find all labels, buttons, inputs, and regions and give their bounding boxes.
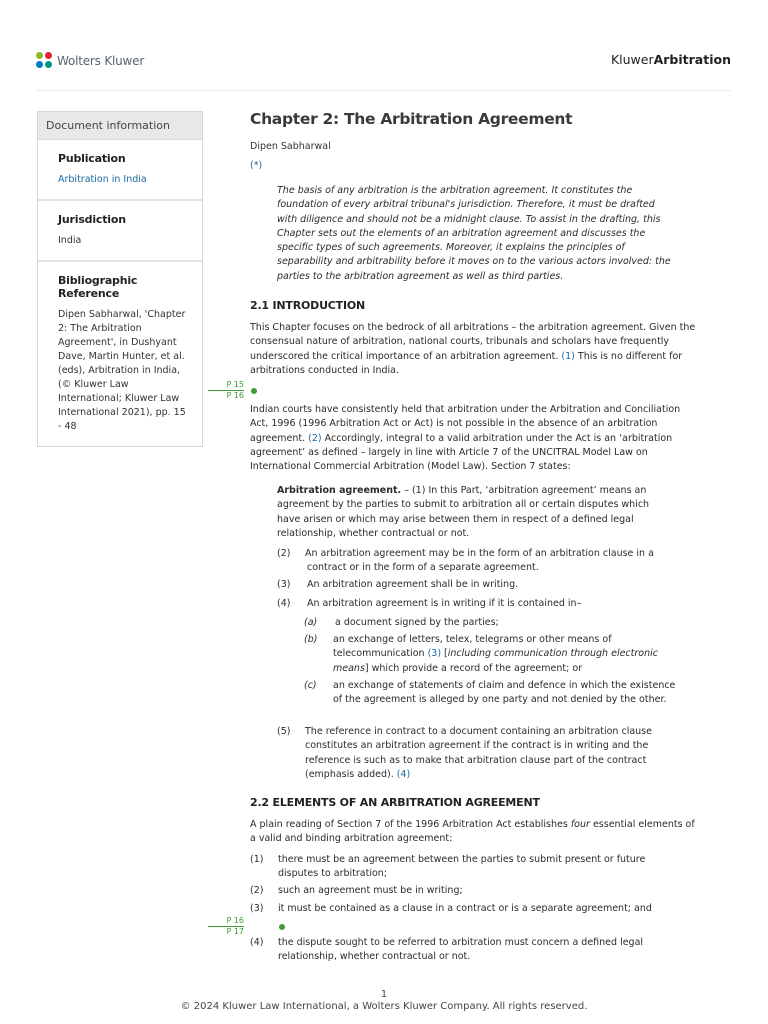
chapter-title: Chapter 2: The Arbitration Agreement [250, 110, 573, 128]
page-break-dot-icon [251, 388, 257, 394]
copyright-notice: © 2024 Kluwer Law International, a Wolters Kluwer Company. All rights reserved. [180, 1001, 588, 1012]
document-info-heading: Document information [38, 112, 202, 140]
elements-intro-text: A plain reading of Section 7 of the 1996 Arbitration Act establishes [250, 819, 568, 830]
subclause-letter: (a) [304, 617, 318, 628]
jurisdiction-value: India [58, 235, 82, 246]
page-marker-bottom: P 16 [226, 391, 244, 400]
subclause-c [304, 679, 676, 708]
element-item-1 [250, 853, 670, 882]
logo-text: Wolters Kluwer [57, 53, 145, 68]
element-number: (1) [250, 854, 264, 865]
element-item-4 [250, 936, 670, 965]
page-break-dot-icon [279, 924, 285, 930]
chapter-abstract: The basis of any arbitration is the arbitration agreement. It constitutes the foundation of every arbitral tribunal's jurisdiction. Therefore, it must be drafted with diligence and should not be a midnight clause. To assist in the drafting, this Chapter sets out the elements of an arbitration agreement and discusses the specific types of such agreements. Moreover, it explains the principles of separability and arbitrability before it moves on to the various actors involved: the parties to the arbitration agreement as well as third parties. [277, 185, 671, 282]
element-text: there must be an agreement between the parties to submit present or future disputes to arbitration; [278, 854, 646, 880]
element-text: such an agreement must be in writing; [278, 885, 463, 896]
page-marker-bottom: P 17 [226, 927, 244, 936]
document-info-panel [37, 111, 203, 447]
clause-number: (3) [277, 579, 291, 590]
clause-text: An arbitration agreement may be in the form of an arbitration clause in a contract or in the form of a separate agreement. [305, 548, 654, 574]
subclause-b-tail: ] which provide a record of the agreement; or [364, 662, 583, 674]
bibliographic-value: Dipen Sabharwal, 'Chapter 2: The Arbitration Agreement', in Dushyant Dave, Martin Hunter, et al. (eds), Arbitration in India, (© Kluwer Law International; Kluwer Law International 2021), pp. 15 - 48 [58, 309, 186, 432]
subclause-letter: (b) [304, 634, 318, 645]
elements-intro-italic: four [570, 819, 590, 830]
subclause-text: an exchange of letters, telex, telegrams or other means of telecommunication (3) [including communication through electronic means] which provide a record of the agreement; or [333, 634, 658, 674]
author-name: Dipen Sabharwal [250, 141, 331, 152]
elements-intro-paragraph [250, 818, 700, 847]
element-item-3 [250, 902, 690, 916]
page-marker-top: P 15 [226, 380, 244, 389]
footnote-link-4[interactable]: (4) [396, 768, 411, 780]
publication-section [38, 140, 202, 201]
wolters-kluwer-logo[interactable] [36, 52, 144, 69]
clause-number: (5) [277, 726, 291, 737]
subclause-b-italic: including communication through electronic means [333, 648, 658, 674]
page-marker-top: P 16 [226, 916, 244, 925]
subclause-b [304, 633, 676, 676]
element-text: the dispute sought to be referred to arbitration must concern a defined legal relationship, whether contractual or not. [278, 937, 644, 963]
footnote-link-1[interactable]: (1) [561, 350, 575, 362]
element-item-2 [250, 884, 670, 898]
intro-p1-tail: This is no different for arbitrations conducted in India. [250, 350, 683, 376]
element-number: (4) [250, 937, 264, 948]
subclause-text: an exchange of statements of claim and defence in which the existence of the agreement is alleged by one party and not denied by the other. [333, 680, 676, 706]
intro-paragraph-1 [250, 321, 700, 378]
section-heading-introduction: 2.1 INTRODUCTION [250, 299, 366, 312]
elements-intro-tail: essential elements of a valid and binding arbitration agreement: [250, 819, 695, 845]
publication-title: Publication [58, 152, 126, 165]
section-heading-elements: 2.2 ELEMENTS OF AN ARBITRATION AGREEMENT [250, 796, 540, 809]
quote-bold-heading: Arbitration agreement. [277, 485, 402, 496]
subclause-a [304, 616, 676, 630]
footnote-link-2[interactable]: (2) [308, 432, 322, 444]
intro-p2a-text: Indian courts have consistently held that arbitration under the Arbitration and Conciliation Act, 1996 (1996 Arbitration Act or Act) is not possible in the absence of an arbitration agreement. [250, 404, 681, 444]
bibliographic-section [38, 262, 202, 446]
clause-text: An arbitration agreement shall be in writing. [307, 579, 519, 590]
subclause-text: a document signed by the parties; [335, 617, 499, 628]
logo-mark-icon [36, 52, 53, 69]
bibliographic-title: Bibliographic Reference [58, 274, 138, 300]
kluwer-arbitration-brand[interactable] [611, 52, 731, 67]
clause-5 [277, 725, 672, 782]
clause-text: An arbitration agreement is in writing if it is contained in– [307, 598, 582, 609]
jurisdiction-section [38, 201, 202, 262]
clause-5-text: The reference in contract to a document containing an arbitration clause constitutes an arbitration agreement if the contract is in writing and the reference is such as to make that arbitration clause part of the contract (emphasis added). [305, 726, 652, 780]
brand-bold: Arbitration [653, 52, 731, 67]
author-footnote-link[interactable]: (*) [250, 160, 263, 171]
intro-p1-text: This Chapter focuses on the bedrock of all arbitrations – the arbitration agreement. Given the consensual nature of arbitration, national courts, tribunals and scholars have frequently underscored the critical importance of an arbitration agreement. [250, 322, 696, 362]
element-number: (2) [250, 885, 264, 896]
section-7-quote [277, 484, 672, 541]
jurisdiction-title: Jurisdiction [58, 213, 126, 226]
clause-number: (4) [277, 598, 291, 609]
element-text: it must be contained as a clause in a contract or is a separate agreement; and [278, 903, 652, 914]
intro-p2b-text: Accordingly, integral to a valid arbitration under the Act is an ‘arbitration agreement’ as defined – largely in line with Article 7 of the UNCITRAL Model Law on International Commercial Arbitration (Model Law). Section 7 states: [250, 432, 673, 473]
brand-prefix: Kluwer [610, 52, 654, 67]
publication-link[interactable]: Arbitration in India [58, 174, 147, 185]
quote-body: – (1) In this Part, ‘arbitration agreement’ means an agreement by the parties to submit to arbitration all or certain disputes which have arisen or which may arise between them in respect of a defined legal relationship, whether contractual or not. [277, 485, 650, 539]
clause-number: (2) [277, 548, 291, 559]
clause-4 [277, 597, 672, 611]
clause-2 [277, 547, 672, 576]
clause-3 [277, 578, 672, 592]
footnote-link-3[interactable]: (3) [427, 648, 442, 660]
intro-paragraph-2 [250, 403, 700, 474]
subclause-b-text: an exchange of letters, telex, telegrams or other means of telecommunication [333, 634, 612, 660]
header-divider [36, 90, 731, 91]
page-number: 1 [380, 989, 388, 1000]
chapter-header [250, 110, 700, 171]
subclause-letter: (c) [304, 680, 317, 691]
element-number: (3) [250, 903, 264, 914]
clause-text [277, 725, 672, 782]
